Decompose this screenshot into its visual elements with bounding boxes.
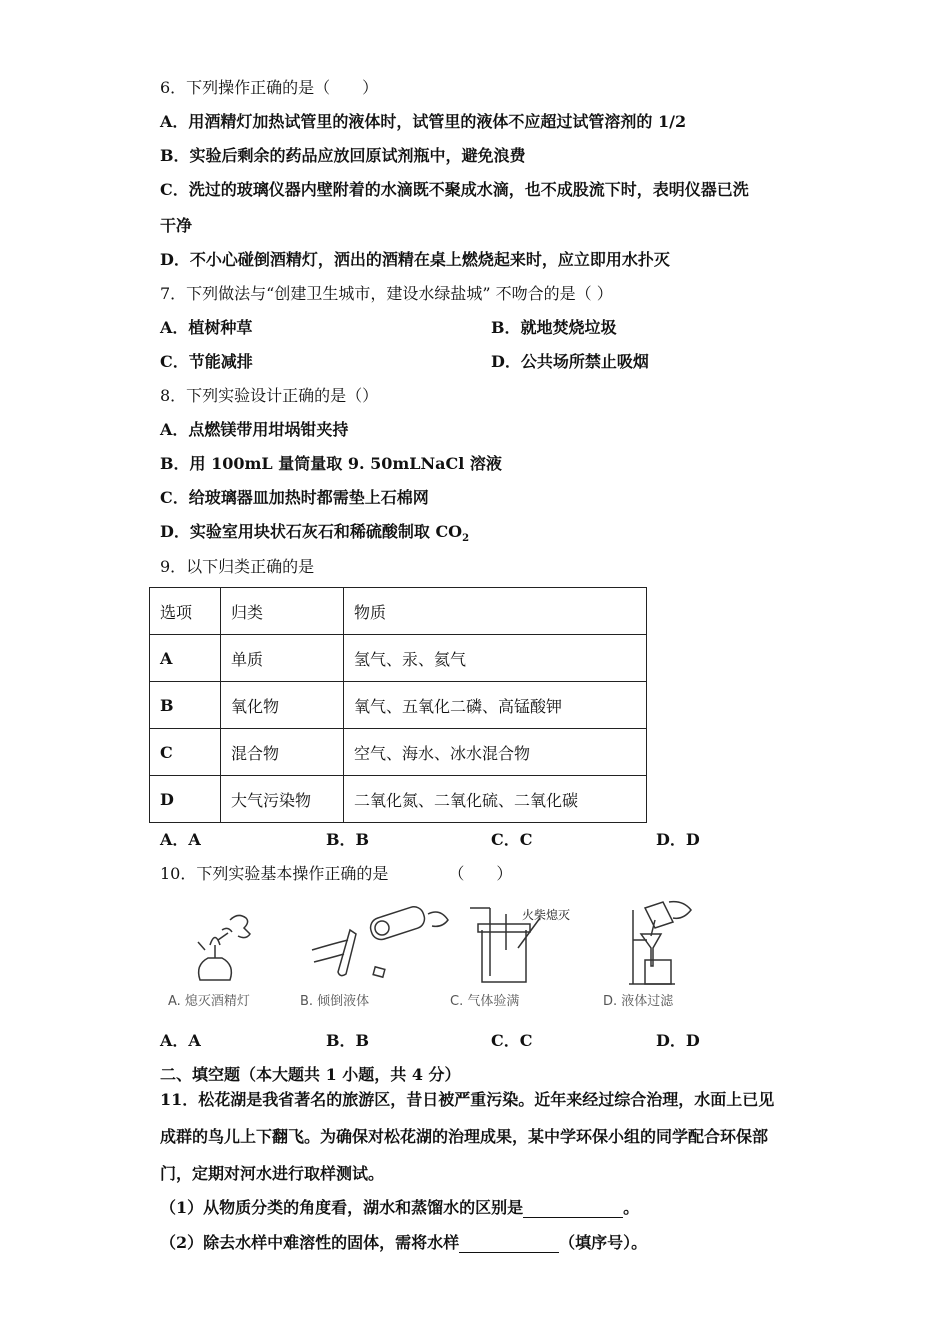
q9-option-b: B．B bbox=[326, 830, 370, 849]
q10-option-a: A．A bbox=[160, 1031, 201, 1050]
table-cell: 氢气、汞、氦气 bbox=[344, 635, 647, 682]
q8-option-a: A．点燃镁带用坩埚钳夹持 bbox=[160, 420, 349, 439]
fig-a-caption: A. 熄灭酒精灯 bbox=[168, 994, 250, 1009]
table-cell: B bbox=[150, 682, 221, 729]
q11-para-1: 11．松花湖是我省著名的旅游区，昔日被严重污染。近年来经过综合治理，水面上已见 bbox=[160, 1090, 775, 1109]
table-header-row bbox=[150, 588, 647, 635]
q8-option-c: C．给玻璃器皿加热时都需垫上石棉网 bbox=[160, 488, 429, 507]
q6-stem: 6．下列操作正确的是（ ） bbox=[160, 78, 379, 97]
q10-stem: 10．下列实验基本操作正确的是 （ ） bbox=[160, 864, 513, 883]
table-cell: 单质 bbox=[221, 635, 344, 682]
table-row bbox=[150, 776, 647, 823]
q8-option-d: D．实验室用块状石灰石和稀硫酸制取 $CO_2$ bbox=[160, 522, 470, 545]
q9-stem: 9．以下归类正确的是 bbox=[160, 557, 315, 576]
fig-c-caption: C. 气体验满 bbox=[450, 994, 520, 1009]
table-cell: 空气、海水、冰水混合物 bbox=[344, 729, 647, 776]
table-header-cell: 物质 bbox=[344, 588, 647, 635]
q7-stem: 7．下列做法与“创建卫生城市，建设水绿盐城” 不吻合的是（ ） bbox=[160, 284, 613, 303]
q10-option-d: D．D bbox=[656, 1031, 700, 1050]
table-header-cell: 选项 bbox=[150, 588, 221, 635]
q7-option-c: C．节能减排 bbox=[160, 352, 253, 371]
q8-option-b: B．用 100mL 量筒量取 9. 50mLNaCl 溶液 bbox=[160, 454, 502, 473]
table-cell: 混合物 bbox=[221, 729, 344, 776]
fig-b-caption: B. 倾倒液体 bbox=[300, 994, 370, 1009]
table-header-cell: 归类 bbox=[221, 588, 344, 635]
table-row bbox=[150, 729, 647, 776]
table-cell: A bbox=[150, 635, 221, 682]
q9-option-d: D．D bbox=[656, 830, 700, 849]
q6-option-c: C．洗过的玻璃仪器内壁附着的水滴既不聚成水滴，也不成股流下时，表明仪器已洗 bbox=[160, 180, 749, 199]
fig-d-caption: D. 液体过滤 bbox=[603, 994, 674, 1009]
q9-table bbox=[149, 587, 647, 823]
q7-option-a: A．植树种草 bbox=[160, 318, 253, 337]
q6-option-d: D．不小心碰倒酒精灯，洒出的酒精在桌上燃烧起来时，应立即用水扑灭 bbox=[160, 250, 670, 269]
table-cell: 二氧化氮、二氧化硫、二氧化碳 bbox=[344, 776, 647, 823]
subscript-2: 2 bbox=[462, 533, 470, 545]
q6-option-a: A．用酒精灯加热试管里的液体时，试管里的液体不应超过试管溶剂的 1/2 bbox=[160, 112, 687, 131]
q9-option-c: C．C bbox=[491, 830, 533, 849]
table-cell: 氧化物 bbox=[221, 682, 344, 729]
q11-sub-2: （2）除去水样中难溶性的固体，需将水样 （填序号）。 bbox=[160, 1233, 648, 1252]
q7-option-b: B．就地焚烧垃圾 bbox=[491, 318, 617, 337]
q11-para-2: 成群的鸟儿上下翻飞。为确保对松花湖的治理成果，某中学环保小组的同学配合环保部 bbox=[160, 1127, 769, 1146]
q6-option-b: B．实验后剩余的药品应放回原试剂瓶中，避免浪费 bbox=[160, 146, 526, 165]
q8-stem: 8．下列实验设计正确的是（） bbox=[160, 386, 379, 405]
section-2-title: 二、填空题（本大题共 1 小题，共 4 分） bbox=[160, 1065, 461, 1084]
fig-c-label: 火柴熄灭 bbox=[522, 908, 571, 922]
answer-blank[interactable] bbox=[459, 1236, 559, 1253]
q10-option-b: B．B bbox=[326, 1031, 370, 1050]
q10-option-c: C．C bbox=[491, 1031, 533, 1050]
table-cell: D bbox=[150, 776, 221, 823]
table-cell: C bbox=[150, 729, 221, 776]
table-cell: 大气污染物 bbox=[221, 776, 344, 823]
q11-para-3: 门，定期对河水进行取样测试。 bbox=[160, 1164, 385, 1183]
table-row bbox=[150, 682, 647, 729]
q11-sub-1: （1）从物质分类的角度看，湖水和蒸馏水的区别是 。 bbox=[160, 1198, 640, 1217]
table-row bbox=[150, 635, 647, 682]
q6-option-c-cont: 干净 bbox=[160, 216, 193, 235]
q7-option-d: D．公共场所禁止吸烟 bbox=[491, 352, 649, 371]
answer-blank[interactable] bbox=[523, 1201, 623, 1218]
table-cell: 氧气、五氧化二磷、高锰酸钾 bbox=[344, 682, 647, 729]
q9-option-a: A．A bbox=[160, 830, 201, 849]
